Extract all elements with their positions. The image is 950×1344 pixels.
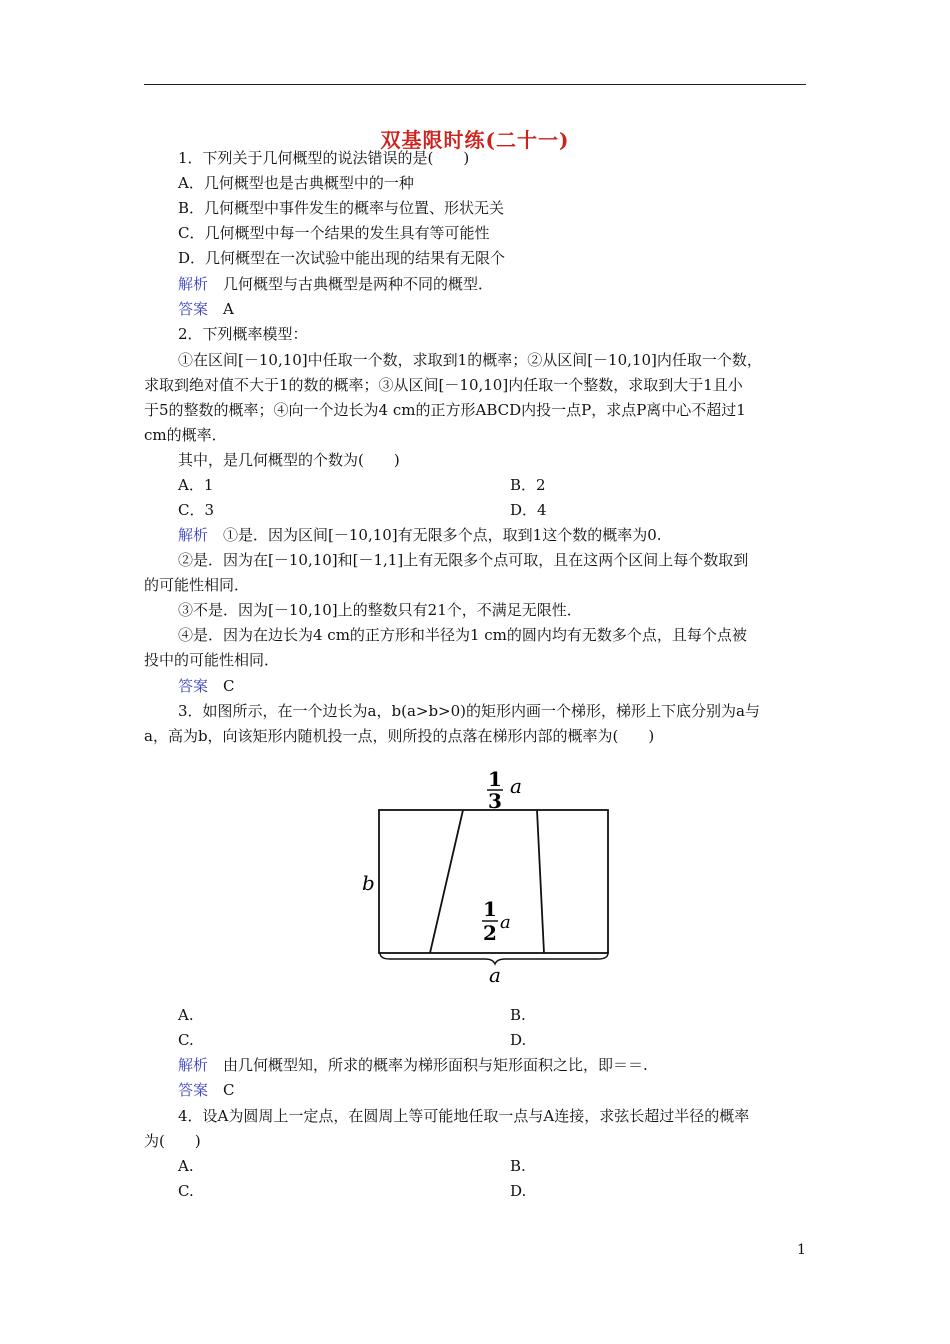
q4-option-a: A. (178, 1157, 194, 1175)
q2-analysis-line: ②是．因为在[－10,10]和[－1,1]上有无限多个点可取，且在这两个区间上每个数取到 (178, 551, 749, 569)
q3-answer (178, 1080, 235, 1100)
q2-answer-text: C (208, 677, 235, 695)
top-frac-var: a (510, 774, 522, 798)
q4-stem-line: 4．设A为圆周上一定点，在圆周上等可能地任取一点与A连接，求弦长超过半径的概率 (178, 1107, 750, 1125)
top-frac-den: 3 (488, 789, 502, 813)
q2-analysis-line: ④是．因为在边长为4 cm的正方形和半径为1 cm的圆内均有无数多个点，且每个点被 (178, 626, 747, 644)
q2-body-line: 求取到绝对值不大于1的数的概率；③从区间[－10,10]内任取一个整数，求取到大于1且小 (144, 376, 743, 394)
q2-stem: 2．下列概率模型： (178, 325, 308, 343)
q2-answer (178, 676, 235, 696)
trapezoid-left-side (430, 810, 463, 953)
q2-body-line: 于5的整数的概率；④向一个边长为4 cm的正方形ABCD内投一点P，求点P离中心不超过1 (144, 401, 746, 419)
q1-analysis-text: 几何概型与古典概型是两种不同的概型． (208, 275, 494, 293)
q2-analysis-line: 投中的可能性相同． (144, 651, 280, 669)
q2-option-a: A．1 (178, 476, 214, 494)
q4-option-b: B. (510, 1157, 526, 1175)
q2-analysis (178, 525, 662, 545)
q2-option-b: B．2 (510, 476, 546, 494)
q3-option-a: A. (178, 1006, 194, 1024)
q1-option-b: B．几何概型中事件发生的概率与位置、形状无关 (178, 199, 505, 217)
q2-ask: 其中，是几何概型的个数为( ) (178, 451, 400, 469)
q3-stem-line: 3．如图所示，在一个边长为a，b(a>b>0)的矩形内画一个梯形，梯形上下底分别为a与 (178, 702, 760, 720)
page-number: 1 (797, 1242, 806, 1258)
q2-option-c: C．3 (178, 501, 215, 519)
q1-answer (178, 299, 234, 319)
q2-analysis-text: ①是．因为区间[－10,10]有无限多个点，取到1这个数的概率为0. (208, 526, 662, 544)
q3-option-b: B. (510, 1006, 526, 1024)
trapezoid-figure (350, 760, 630, 990)
q4-option-d: D. (510, 1182, 527, 1200)
q1-analysis (178, 274, 493, 294)
bottom-frac-num: 1 (483, 897, 497, 921)
q1-option-a: A．几何概型也是古典概型中的一种 (178, 174, 414, 192)
q2-analysis-line: 的可能性相同． (144, 576, 250, 594)
answer-label: 答案 (178, 300, 209, 318)
bottom-frac-den: 2 (483, 921, 497, 945)
q1-option-d: D．几何概型在一次试验中能出现的结果有无限个 (178, 249, 506, 267)
top-frac-num: 1 (488, 767, 502, 791)
q4-option-c: C. (178, 1182, 194, 1200)
trapezoid-right-side (537, 810, 544, 953)
answer-label: 答案 (178, 677, 209, 695)
q2-body-line: ①在区间[－10,10]中任取一个数，求取到1的概率；②从区间[－10,10]内任取一个数， (178, 351, 762, 369)
q3-option-d: D. (510, 1031, 527, 1049)
q2-option-d: D．4 (510, 501, 547, 519)
q4-stem-line: 为( ) (144, 1132, 201, 1150)
header-rule (144, 84, 806, 85)
q1-answer-text: A (208, 300, 234, 318)
q2-body-line: cm的概率． (144, 426, 227, 444)
q3-analysis (178, 1055, 648, 1075)
answer-label: 答案 (178, 1081, 209, 1099)
q3-stem-line: a，高为b，向该矩形内随机投一点，则所投的点落在梯形内部的概率为( ) (144, 727, 655, 745)
q3-analysis-text: 由几何概型知，所求的概率为梯形面积与矩形面积之比，即＝＝. (208, 1056, 648, 1074)
q3-answer-text: C (208, 1081, 235, 1099)
analysis-label: 解析 (178, 1056, 209, 1074)
analysis-label: 解析 (178, 275, 209, 293)
q1-stem: 1．下列关于几何概型的说法错误的是( ) (178, 149, 470, 167)
side-label: b (362, 871, 375, 895)
page-title: 双基限时练(二十一) (380, 128, 570, 152)
analysis-label: 解析 (178, 526, 209, 544)
bottom-frac-var: a (500, 912, 511, 933)
base-label: a (489, 963, 501, 987)
q1-option-c: C．几何概型中每一个结果的发生具有等可能性 (178, 224, 490, 242)
q2-analysis-line: ③不是．因为[－10,10]上的整数只有21个，不满足无限性． (178, 601, 582, 619)
q3-option-c: C. (178, 1031, 194, 1049)
